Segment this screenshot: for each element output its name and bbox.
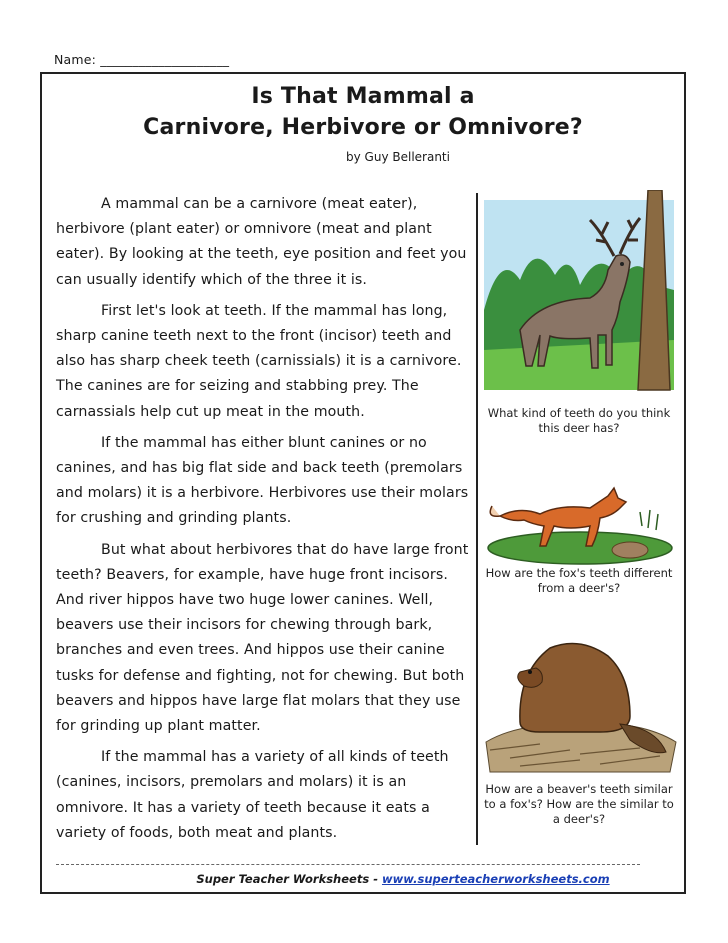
paragraph: But what about herbivores that do have large front teeth? Beavers, for example, have huge front incisors. And river hippos have two huge lower canines. Well, beavers use their incisors for chewing through bark, branches and even trees. And hippos use their canine tusks for defense and fighting, not for chewing. But both beavers and hippos have large flat molars that they use for grinding up plant matter. — [56, 541, 469, 735]
beaver-caption: How are a beaver's teeth similar to a fox's? How are the similar to a deer's? — [484, 782, 674, 826]
paragraph: First let's look at teeth. If the mammal has long, sharp canine teeth next to the front (incisor) teeth and also has sharp cheek teeth (carnissials) it is a carnivore. The canines are for seizing and stabbing prey. The carnassials help cut up meat in the mouth. — [56, 302, 462, 420]
paragraph: A mammal can be a carnivore (meat eater), herbivore (plant eater) or omnivore (meat and plant eater). By looking at the teeth, eye position and feet you can usually identify which of the three it is. — [56, 196, 467, 288]
footer-prefix: Super Teacher Worksheets - — [196, 872, 382, 886]
title-line-1: Is That Mammal a — [251, 84, 475, 109]
beaver-figure — [480, 632, 678, 827]
deer-illustration — [480, 190, 678, 404]
paragraph: If the mammal has either blunt canines or no canines, and has big flat side and back teeth (premolars and molars) it is a herbivore. Herbivores use their molars for crushing and grinding plants. — [56, 434, 469, 527]
fox-caption: How are the fox's teeth different from a deer's? — [485, 566, 673, 595]
footer-link[interactable]: www.superteacherworksheets.com — [381, 872, 610, 886]
title-line-2: Carnivore, Herbivore or Omnivore? — [143, 115, 583, 140]
fox-figure — [480, 476, 678, 596]
deer-caption: What kind of teeth do you think this deer has? — [487, 406, 671, 435]
deer-figure — [480, 190, 678, 436]
cut-line-divider — [56, 864, 640, 865]
beaver-illustration — [480, 632, 678, 782]
fox-illustration — [480, 476, 678, 566]
paragraph: If the mammal has a variety of all kinds of teeth (canines, incisors, premolars and molars) it is an omnivore. It has a variety of teeth because it eats a variety of foods, both meat and plants. — [56, 749, 449, 841]
byline: by Guy Belleranti — [346, 150, 450, 164]
column-divider — [476, 193, 478, 845]
name-field-label: Name: ____________________ — [54, 52, 230, 67]
article-body — [56, 192, 476, 852]
footer-credit — [42, 872, 684, 886]
